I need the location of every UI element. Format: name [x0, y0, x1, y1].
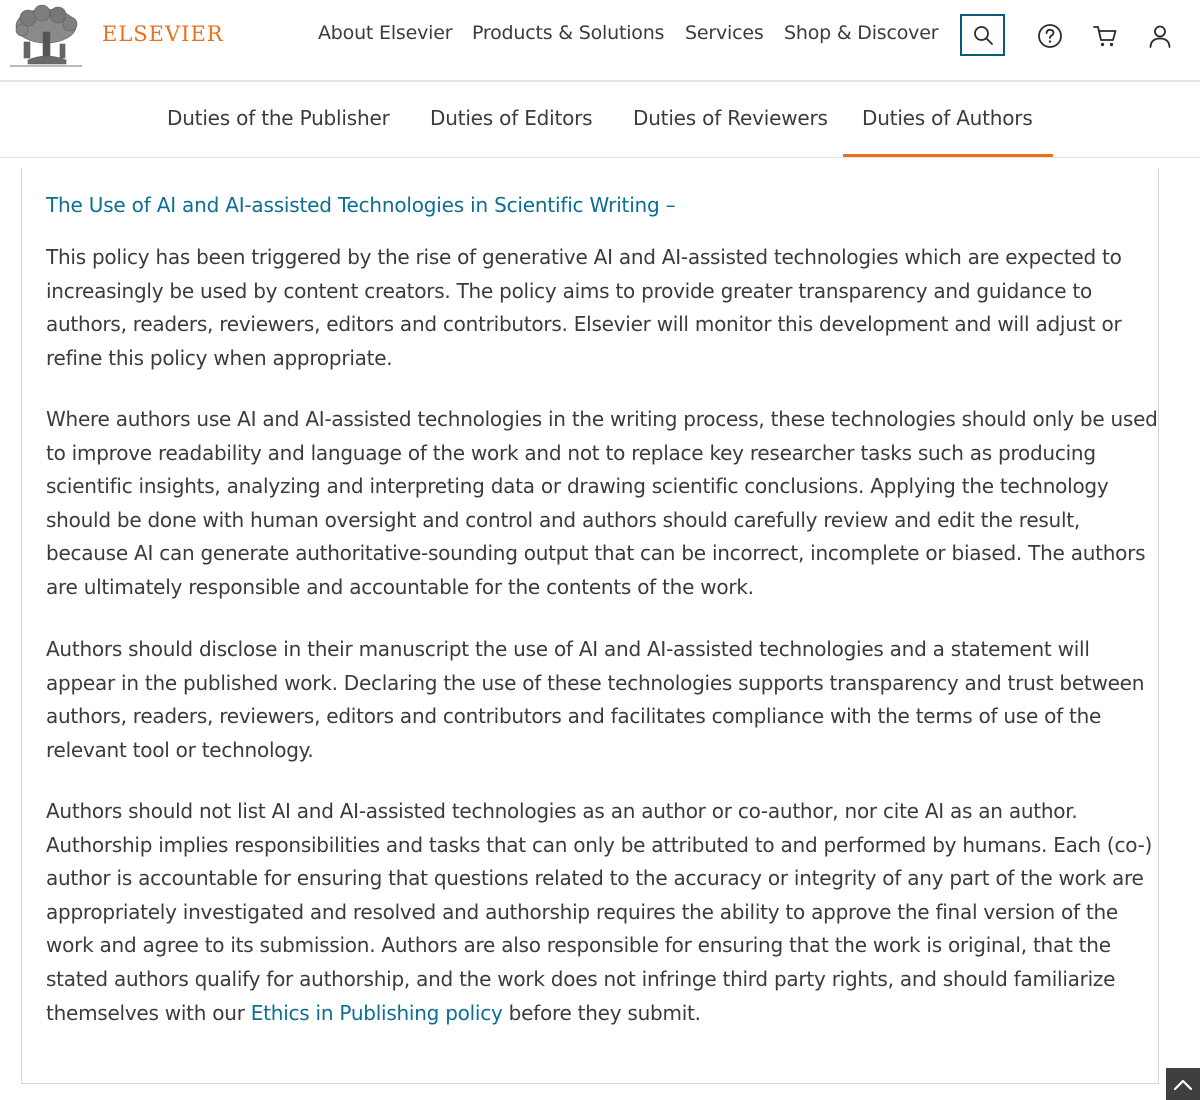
- cart-button[interactable]: [1090, 22, 1120, 50]
- site-header: [0, 0, 1200, 82]
- policy-paragraph-1: This policy has been triggered by the rise of generative AI and AI-assisted technologies which are expected to increasingly be used by content creators. The policy aims to provide greater transparency and guidance to authors, readers, reviewers, editors and contributors. Elsevier will monitor this development and will adjust or refine this policy when appropriate.: [46, 245, 1122, 370]
- active-tab-indicator: [843, 154, 1053, 157]
- section-title[interactable]: The Use of AI and AI-assisted Technologies in Scientific Writing –: [46, 193, 676, 217]
- paragraph-text-end: before they submit.: [502, 1000, 701, 1025]
- main-nav: [0, 22, 1200, 52]
- ethics-in-publishing-link[interactable]: Ethics in Publishing policy: [250, 1000, 503, 1025]
- nav-about-elsevier[interactable]: About Elsevier: [318, 22, 453, 44]
- tab-duties-of-reviewers[interactable]: Duties of Reviewers: [633, 106, 828, 130]
- policy-paragraph-2: Where authors use AI and AI-assisted technologies in the writing process, these technologies should only be used to improve readability and language of the work and not to replace key researcher tasks such as producing scientific insights, analyzing and interpreting data or drawing scientific conclusions. Applying the technology should be done with human oversight and control and authors should carefully review and edit the result, because AI can generate authoritative-sounding output that can be incorrect, incomplete or biased. The authors are ultimately responsible and accountable for the contents of the work.: [46, 407, 1158, 599]
- brand-wordmark[interactable]: ELSEVIER: [102, 22, 224, 46]
- chevron-up-icon: [1173, 1077, 1193, 1091]
- duties-tabs: [0, 84, 1200, 158]
- tab-duties-of-the-publisher[interactable]: Duties of the Publisher: [167, 106, 390, 130]
- help-button[interactable]: [1036, 22, 1064, 50]
- account-button[interactable]: [1146, 22, 1174, 50]
- tab-duties-of-authors[interactable]: Duties of Authors: [862, 106, 1033, 130]
- policy-paragraph-4: [46, 795, 1158, 1030]
- policy-paragraph-3: Authors should disclose in their manuscript the use of AI and AI-assisted technologies and a statement will appear in the published work. Declaring the use of these technologies supports transparency and trust between authors, readers, reviewers, editors and contributors and facilitates compliance with the terms of use of the relevant tool or technology.: [46, 637, 1145, 762]
- tab-duties-of-editors[interactable]: Duties of Editors: [430, 106, 593, 130]
- nav-services[interactable]: Services: [685, 22, 764, 44]
- scroll-to-top-button[interactable]: [1166, 1068, 1200, 1100]
- nav-products-solutions[interactable]: Products & Solutions: [472, 22, 665, 44]
- user-icon: [1147, 23, 1173, 49]
- search-icon: [972, 24, 994, 46]
- search-button[interactable]: [960, 14, 1005, 56]
- paragraph-text: Authors should not list AI and AI-assisted technologies as an author or co-author, nor cite AI as an author. Authorship implies responsibilities and tasks that can only be attributed to and performed by humans. Each (co-) author is accountable for ensuring that questions related to the accuracy or integrity of any part of the work are appropriately investigated and resolved and authorship requires the ability to approve the final version of the work and agree to its submission. Authors are also responsible for ensuring that the work is original, that the stated authors qualify for authorship, and the work does not infringe third party rights, and should familiarize themselves with our: [46, 799, 1153, 1025]
- help-icon: [1037, 23, 1063, 49]
- nav-shop-discover[interactable]: Shop & Discover: [784, 22, 939, 44]
- cart-icon: [1092, 23, 1118, 49]
